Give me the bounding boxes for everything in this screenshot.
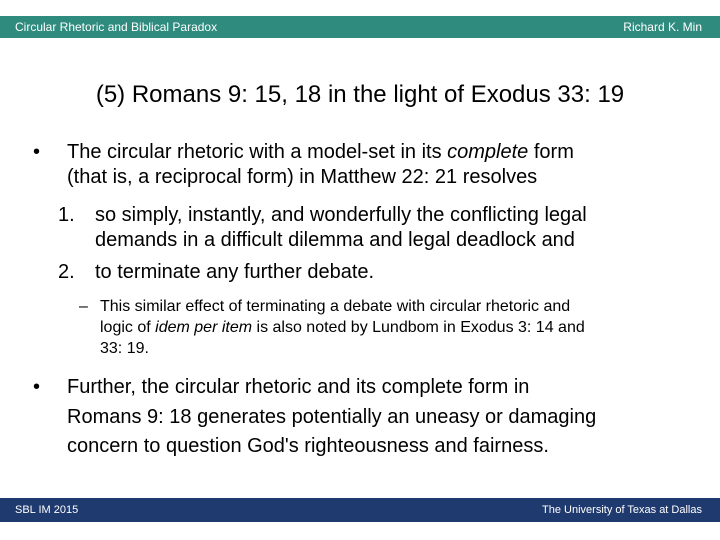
sub-bullet-line-2-post: is also noted by Lundbom in Exodus 3: 14 and [252,319,585,336]
numbered-item-1-line-1: so simply, instantly, and wonderfully the conflicting legal [95,204,587,226]
bullet-icon: • [33,141,41,163]
bullet-1-line-1-post: form [528,141,574,163]
bullet-2-line-3: concern to question God's righteousness and fairness. [67,435,549,457]
bullet-icon: • [33,376,41,398]
presentation-title: Circular Rhetoric and Biblical Paradox [15,20,218,34]
bullet-2-line-1: Further, the circular rhetoric and its complete form in [67,376,530,398]
sub-bullet-line-2-pre: logic of [100,319,156,336]
numbered-item-1-line-2: demands in a difficult dilemma and legal deadlock and [95,229,575,251]
bullet-1-line-2: (that is, a reciprocal form) in Matthew 22: 21 resolves [67,166,538,188]
footer-bar [0,498,720,522]
institution-label: The University of Texas at Dallas [542,504,702,516]
sub-bullet-line-2-italic: idem per item [155,319,253,336]
sub-bullet-line-2 [100,317,705,338]
bullet-1-line-1-italic: complete [447,141,529,163]
numbered-label-2: 2. [58,261,75,283]
bullet-1-line-1 [67,140,697,165]
sub-bullet-dash: – [79,298,88,315]
sub-bullet-line-1: This similar effect of terminating a debate with circular rhetoric and [100,298,571,315]
numbered-item-2-line-1: to terminate any further debate. [95,261,375,283]
sub-bullet-line-3: 33: 19. [100,340,149,357]
slide-title: (5) Romans 9: 15, 18 in the light of Exodus 33: 19 [95,81,625,108]
bullet-1-line-1-pre: The circular rhetoric with a model-set in its [67,141,448,163]
conference-label: SBL IM 2015 [15,504,79,516]
author-name: Richard K. Min [623,20,702,34]
numbered-label-1: 1. [58,204,75,226]
bullet-2-line-2: Romans 9: 18 generates potentially an uneasy or damaging [67,406,597,428]
header-bar [0,16,720,38]
